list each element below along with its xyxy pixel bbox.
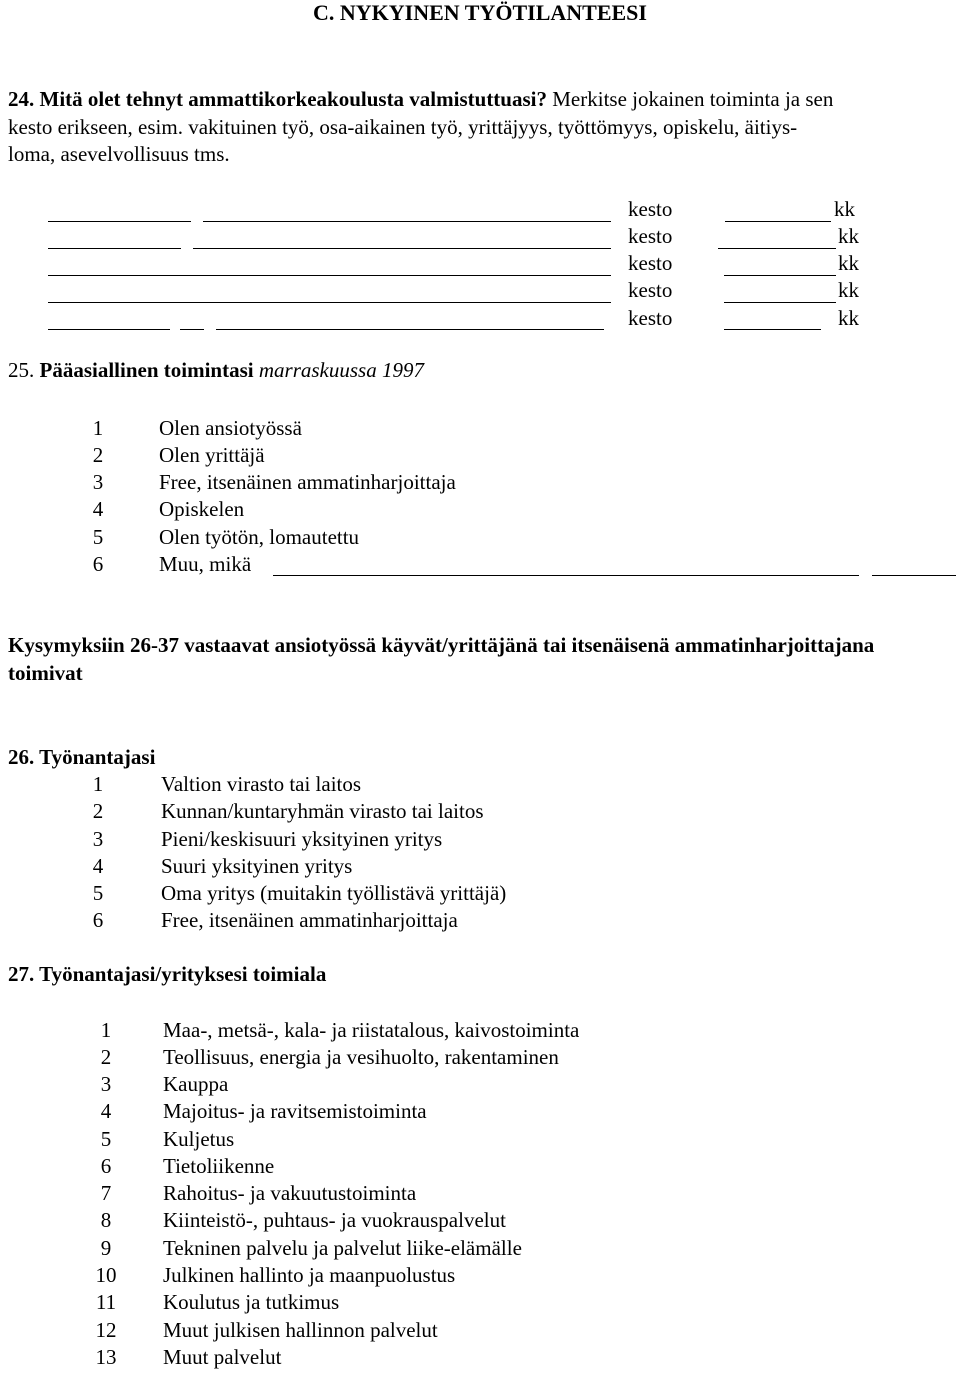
unit-label: kk [838, 278, 859, 302]
q24-instruction-line3: loma, asevelvollisuus tms. [8, 142, 230, 166]
q24-question-line1 [8, 87, 833, 112]
option-number: 2 [92, 799, 104, 823]
option-number: 3 [92, 827, 104, 851]
q27-option-8[interactable]: Kiinteistö-, puhtaus- ja vuokrauspalvelut [163, 1208, 506, 1232]
q27-option-10[interactable]: Julkinen hallinto ja maanpuolustus [163, 1263, 456, 1287]
option-number: 6 [100, 1154, 112, 1178]
duration-label: kesto [628, 251, 673, 275]
q25-option-2[interactable]: Olen yrittäjä [159, 443, 265, 467]
duration-field[interactable] [724, 329, 821, 330]
q25-option-4[interactable]: Opiskelen [159, 497, 245, 521]
option-number: 9 [100, 1236, 112, 1260]
q26-option-1[interactable]: Valtion virasto tai laitos [161, 772, 362, 796]
option-number: 5 [100, 1127, 112, 1151]
option-number: 3 [92, 470, 104, 494]
q25-question-period: marraskuussa 1997 [258, 358, 424, 382]
activity-field[interactable] [203, 221, 611, 222]
q27-option-1[interactable]: Maa-, metsä-, kala- ja riistatalous, kaivostoiminta [163, 1018, 580, 1042]
option-number: 1 [100, 1018, 112, 1042]
option-number: 11 [95, 1290, 117, 1314]
option-number: 8 [100, 1208, 112, 1232]
q26-option-2[interactable]: Kunnan/kuntaryhmän virasto tai laitos [161, 799, 484, 823]
q25-option-5[interactable]: Olen työtön, lomautettu [159, 525, 360, 549]
q24-instruction: Merkitse jokainen toiminta ja sen [552, 87, 834, 111]
q25-question-text: Pääasiallinen toimintasi [39, 358, 254, 382]
q25-option-6[interactable]: Muu, mikä [159, 552, 252, 576]
activity-field[interactable] [48, 248, 181, 249]
option-number: 4 [100, 1099, 112, 1123]
activity-field[interactable] [180, 329, 204, 330]
option-number: 5 [92, 525, 104, 549]
q25-question [8, 358, 424, 383]
unit-label: kk [838, 251, 859, 275]
q27-question: 27. Työnantajasi/yrityksesi toimiala [8, 962, 327, 986]
q26-option-3[interactable]: Pieni/keskisuuri yksityinen yritys [161, 827, 443, 851]
q26-option-5[interactable]: Oma yritys (muitakin työllistävä yrittäjä) [161, 881, 507, 905]
q27-option-2[interactable]: Teollisuus, energia ja vesihuolto, rakentaminen [163, 1045, 559, 1069]
q26-option-6[interactable]: Free, itsenäinen ammatinharjoittaja [161, 908, 458, 932]
unit-label: kk [838, 306, 859, 330]
other-specify-field[interactable] [872, 575, 956, 576]
section-title: C. NYKYINEN TYÖTILANTEESI [313, 0, 647, 25]
q27-option-13[interactable]: Muut palvelut [163, 1345, 282, 1369]
unit-label: kk [838, 224, 859, 248]
q27-option-9[interactable]: Tekninen palvelu ja palvelut liike-elämälle [163, 1236, 522, 1260]
q24-question: 24. Mitä olet tehnyt ammattikorkeakoulusta valmistuttuasi? [8, 87, 547, 111]
option-number: 13 [95, 1345, 117, 1369]
activity-field[interactable] [48, 302, 611, 303]
option-number: 6 [92, 908, 104, 932]
other-specify-field[interactable] [273, 575, 859, 576]
option-number: 5 [92, 881, 104, 905]
option-number: 10 [95, 1263, 117, 1287]
note-line1: Kysymyksiin 26-37 vastaavat ansiotyössä käyvät/yrittäjänä tai itsenäisenä ammatinharjoittajana [8, 633, 875, 657]
option-number: 4 [92, 854, 104, 878]
activity-field[interactable] [216, 329, 604, 330]
q27-option-3[interactable]: Kauppa [163, 1072, 229, 1096]
q27-option-4[interactable]: Majoitus- ja ravitsemistoiminta [163, 1099, 427, 1123]
duration-label: kesto [628, 224, 673, 248]
q25-option-1[interactable]: Olen ansiotyössä [159, 416, 302, 440]
q27-option-6[interactable]: Tietoliikenne [163, 1154, 275, 1178]
duration-field[interactable] [725, 221, 831, 222]
q25-number: 25. [8, 358, 35, 382]
q27-option-11[interactable]: Koulutus ja tutkimus [163, 1290, 340, 1314]
activity-field[interactable] [48, 275, 611, 276]
activity-field[interactable] [48, 329, 170, 330]
option-number: 2 [100, 1045, 112, 1069]
duration-field[interactable] [724, 302, 836, 303]
activity-field[interactable] [193, 248, 611, 249]
option-number: 1 [92, 772, 104, 796]
duration-label: kesto [628, 306, 673, 330]
option-number: 3 [100, 1072, 112, 1096]
q26-question: 26. Työnantajasi [8, 745, 156, 769]
unit-label: kk [834, 197, 855, 221]
option-number: 7 [100, 1181, 112, 1205]
q24-instruction-line2: kesto erikseen, esim. vakituinen työ, osa-aikainen työ, yrittäjyys, työttömyys, opiskelu, äitiys- [8, 115, 798, 139]
option-number: 2 [92, 443, 104, 467]
note-line2: toimivat [8, 661, 83, 685]
q27-option-5[interactable]: Kuljetus [163, 1127, 235, 1151]
q25-option-3[interactable]: Free, itsenäinen ammatinharjoittaja [159, 470, 456, 494]
option-number: 1 [92, 416, 104, 440]
q27-option-12[interactable]: Muut julkisen hallinnon palvelut [163, 1318, 438, 1342]
duration-field[interactable] [718, 248, 836, 249]
duration-label: kesto [628, 197, 673, 221]
q26-option-4[interactable]: Suuri yksityinen yritys [161, 854, 353, 878]
option-number: 6 [92, 552, 104, 576]
activity-field[interactable] [48, 221, 191, 222]
q27-option-7[interactable]: Rahoitus- ja vakuutustoiminta [163, 1181, 417, 1205]
option-number: 12 [95, 1318, 117, 1342]
option-number: 4 [92, 497, 104, 521]
duration-field[interactable] [724, 275, 836, 276]
duration-label: kesto [628, 278, 673, 302]
